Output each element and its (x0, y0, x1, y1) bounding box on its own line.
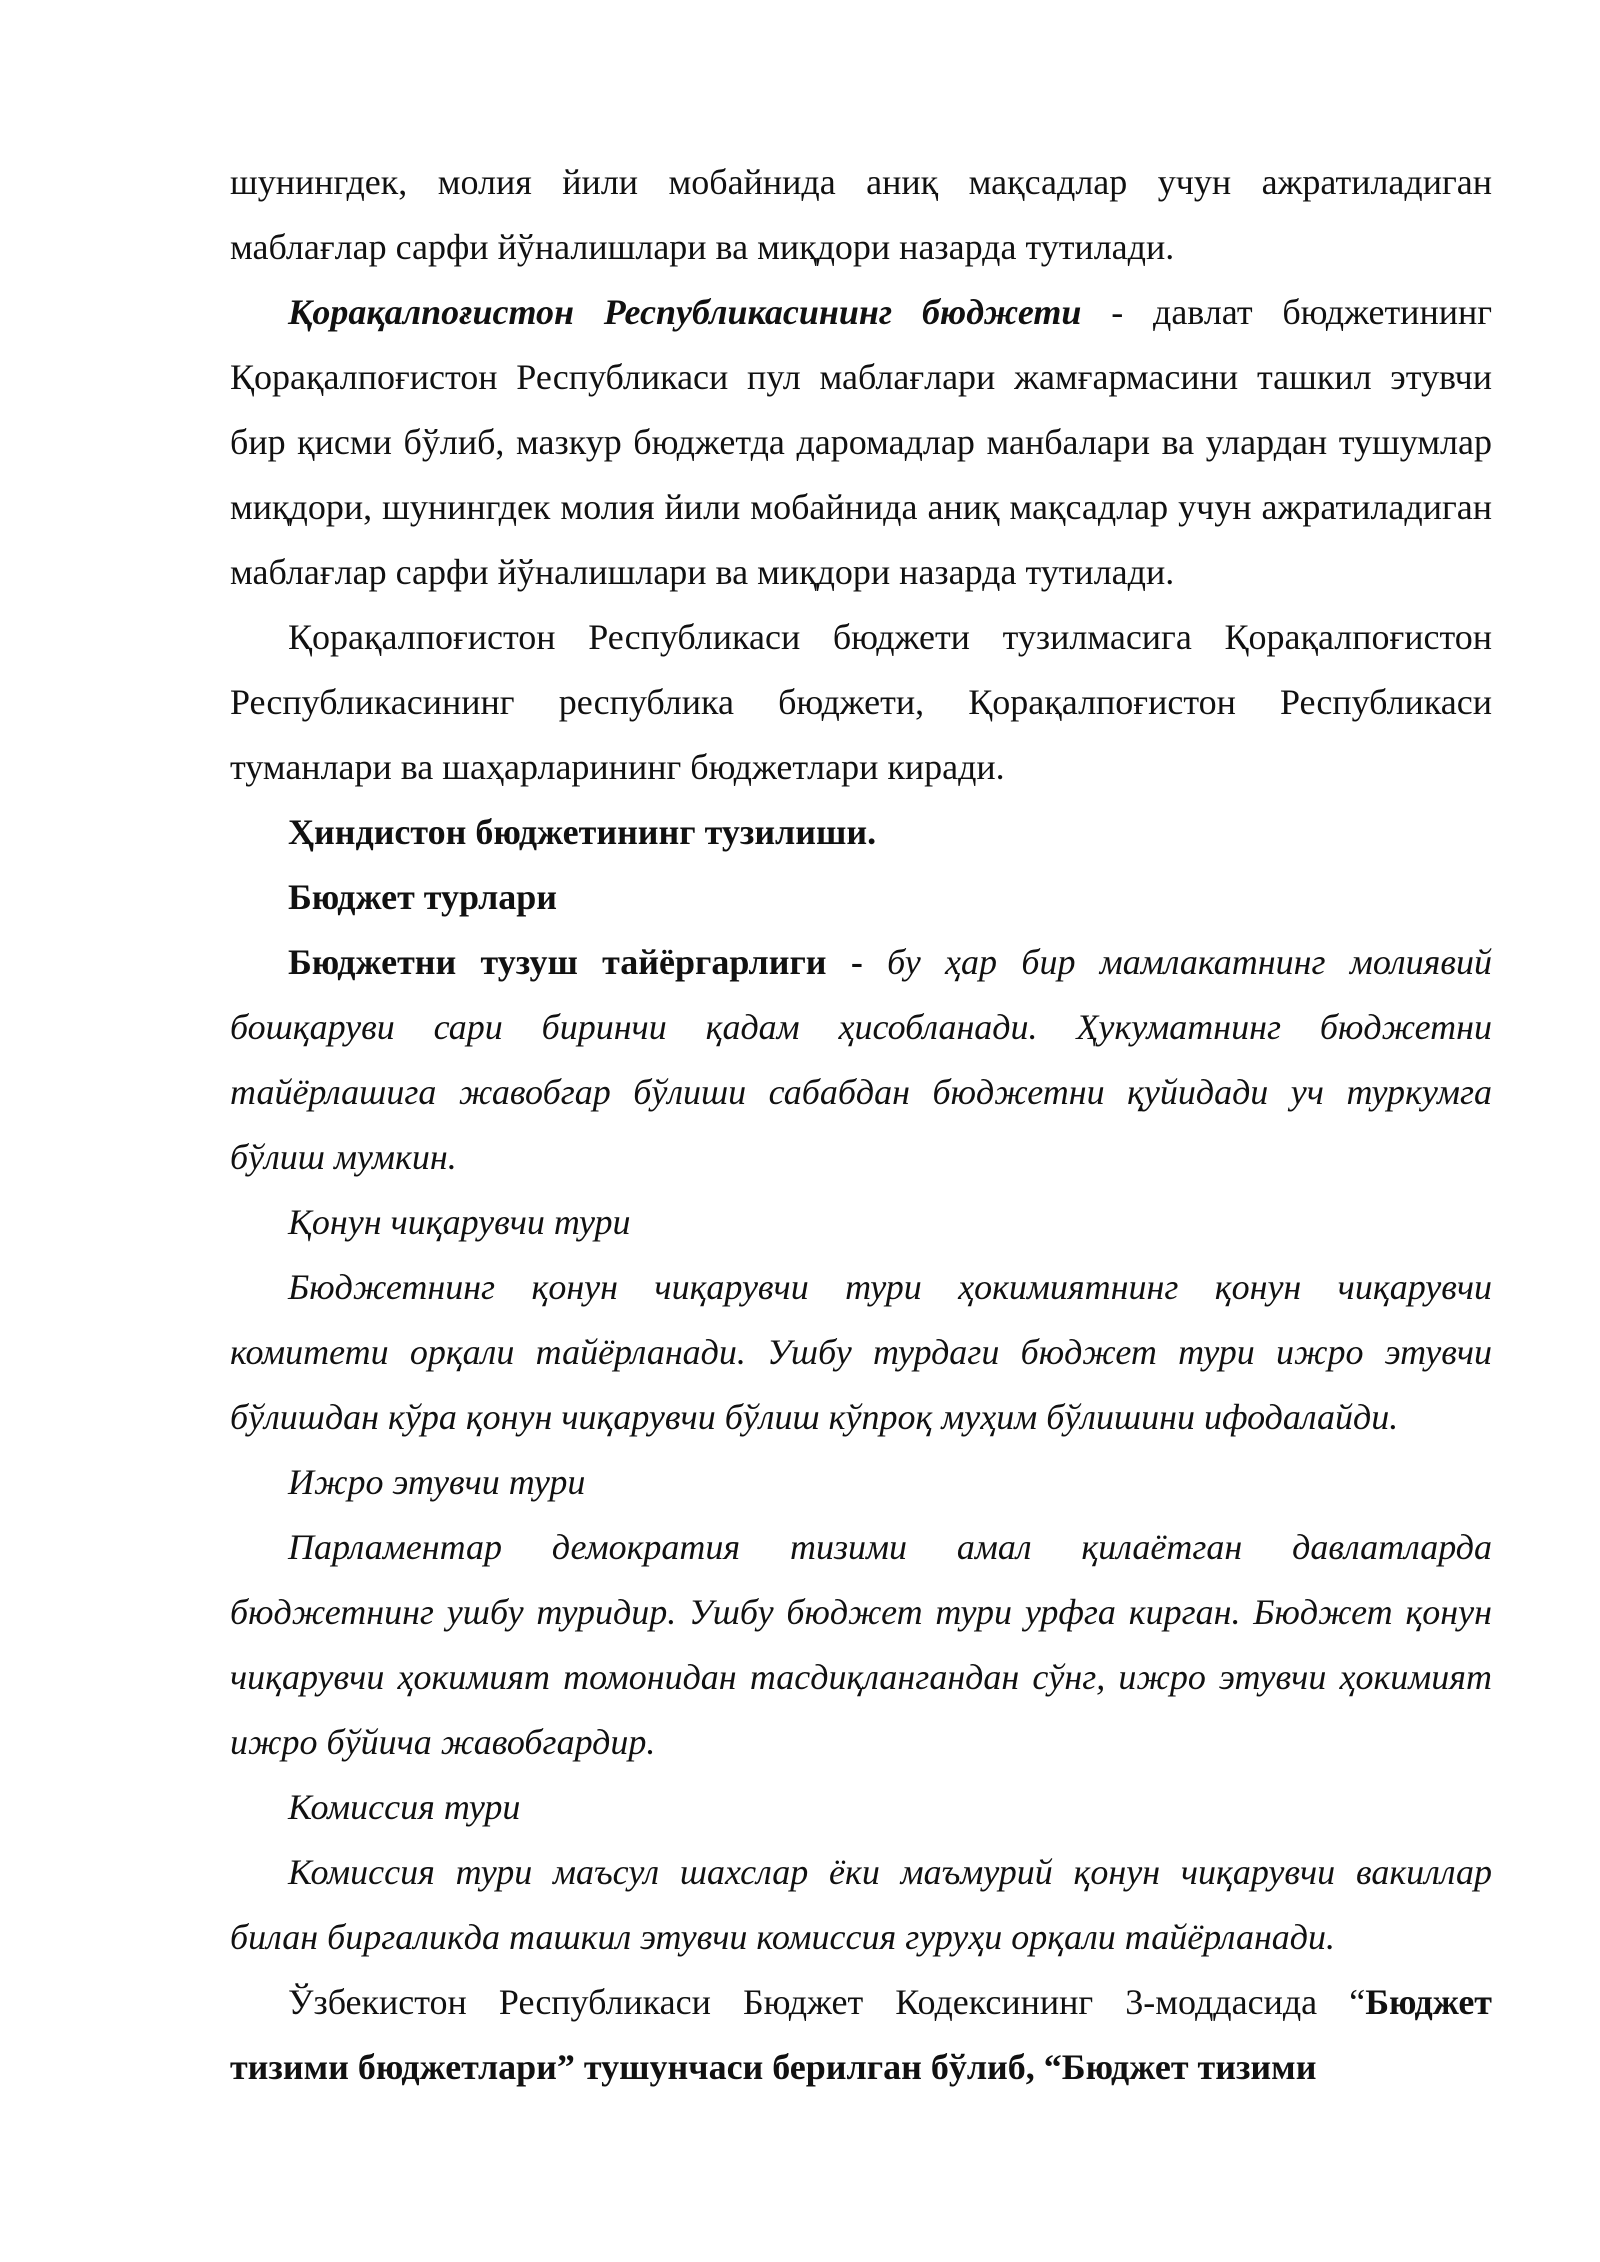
heading-budget-types: Бюджет турлари (288, 877, 558, 917)
paragraph-7: Комиссия тури маъсул шахслар ёки маъмурий қонун чиқарувчи вакиллар билан биргаликда ташкил этувчи комиссия гуруҳи орқали тайёрланади. (230, 1852, 1492, 1957)
paragraph-4-text: бу ҳар бир мамлакатнинг молиявий бошқаруви сари биринчи қадам ҳисобланади. Ҳукуматнинг бюджетни тайёрлашига жавобгар бўлиши сабабдан бюджетни қуйидади уч туркумга бўлиш мумкин. (230, 942, 1492, 1177)
paragraph-1: шунингдек, молия йили мобайнида аниқ мақсадлар учун ажратиладиган маблағлар сарфи йўналишлари ва миқдори назарда тутилади. (230, 162, 1492, 267)
subheading-legislative-type: Қонун чиқарувчи тури (288, 1202, 631, 1242)
paragraph-2-text: - давлат бюджетининг Қорақалпоғистон Республикаси пул маблағлари жамғармасини ташкил этувчи бир қисми бўлиб, мазкур бюджетда даромадлар манбалари ва улардан тушумлар миқдори, шунингдек молия йили мобайнида аниқ мақсадлар учун ажратиладиган маблағлар сарфи йўналишлари ва миқдори назарда тутилади. (230, 292, 1493, 592)
paragraph-2 (230, 280, 1492, 605)
term-budget-system-budgets: Бюджет тизими бюджетлари” тушунчаси берилган бўлиб, “Бюджет тизими (230, 1982, 1492, 2087)
term-karakalpak-budget: Қорақалпоғистон Республикасининг бюджети (288, 292, 1082, 332)
term-budget-preparation: Бюджетни тузуш тайёргарлиги - (288, 942, 888, 982)
document-page (230, 150, 1492, 2100)
subheading-executive-type: Ижро этувчи тури (288, 1462, 586, 1502)
heading-india-budget: Ҳиндистон бюджетининг тузилиши. (288, 812, 877, 852)
paragraph-6: Парламентар демократия тизими амал қилаётган давлатларда бюджетнинг ушбу туридир. Ушбу бюджет тури урфга кирган. Бюджет қонун чиқарувчи ҳокимият томонидан тасдиқлангандан сўнг, ижро этувчи ҳокимият ижро бўйича жавобгардир. (230, 1527, 1492, 1762)
subheading-commission-type: Комиссия тури (288, 1787, 521, 1827)
paragraph-4 (230, 930, 1492, 1190)
paragraph-3: Қорақалпоғистон Республикаси бюджети тузилмасига Қорақалпоғистон Республикасининг республика бюджети, Қорақалпоғистон Республикаси туманлари ва шаҳарларининг бюджетлари киради. (230, 617, 1492, 787)
paragraph-8-text: Ўзбекистон Республикаси Бюджет Кодексининг 3-моддасида “ (288, 1982, 1366, 2022)
paragraph-5: Бюджетнинг қонун чиқарувчи тури ҳокимиятнинг қонун чиқарувчи комитети орқали тайёрланади. Ушбу турдаги бюджет тури ижро этувчи бўлишдан кўра қонун чиқарувчи бўлиш кўпроқ муҳим бўлишини ифодалайди. (230, 1267, 1492, 1437)
paragraph-8 (230, 1970, 1492, 2100)
